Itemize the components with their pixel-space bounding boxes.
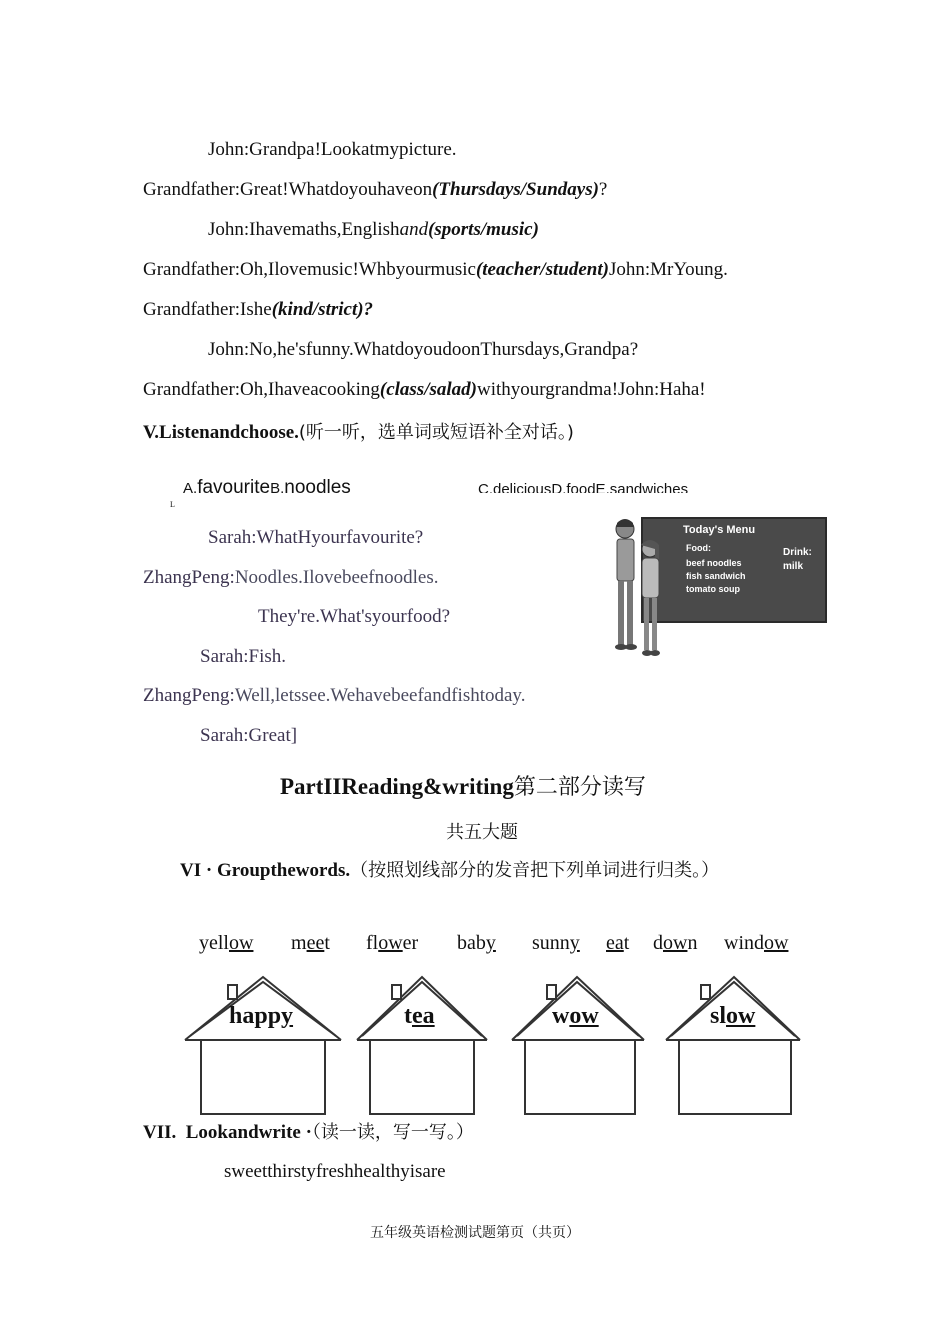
house-word-slow [710, 1004, 755, 1028]
dialogue1-line-5 [143, 298, 373, 322]
word-part: er [402, 932, 419, 954]
dialogue-text: withyourgrandma!John:Haha! [476, 379, 706, 400]
dialogue-text: John:Ihavemaths,English [208, 219, 400, 240]
word-baby [457, 932, 496, 955]
word-part: m [291, 932, 307, 954]
house-4 [666, 977, 800, 1114]
section5-options-left [183, 476, 351, 501]
section-title: VII. Lookandwrite · [143, 1122, 312, 1143]
word-underlined: y [485, 932, 496, 954]
speaker: ZhangPeng: [143, 685, 235, 706]
house-2 [357, 977, 487, 1114]
dialogue-text: John:No,he'sfunny.WhatdoyoudoonThursdays,Grandpa? [208, 339, 639, 360]
word-part: happ [229, 1003, 282, 1029]
menu-drink-label: Drink: [783, 547, 812, 558]
word-yellow [199, 932, 253, 955]
mark-text: L [170, 500, 175, 509]
menu-food-item: tomato soup [686, 584, 740, 594]
word-part: w [552, 1003, 570, 1029]
choice-options: (Thursdays/Sundays) [432, 179, 599, 200]
word-underlined: ee [306, 932, 325, 954]
part-title-bold: PartIIReading&writing [280, 774, 514, 799]
option-word: favourite [197, 477, 271, 498]
word-underlined: y [569, 932, 580, 954]
word-underlined: ow [726, 1003, 756, 1029]
choice-options: (teacher/student) [475, 259, 609, 280]
page-footer: 五年级英语检测试题第页（共页） [370, 1225, 580, 1241]
section-instruction: （读一读，写一写。） [311, 1122, 474, 1143]
speaker: ZhangPeng: [143, 567, 235, 588]
word-down [653, 932, 697, 955]
dialogue-text: John:MrYoung. [608, 259, 728, 280]
option-word: noodles [284, 477, 351, 498]
word-eat [606, 932, 629, 955]
part2-subtitle: 共五大题 [446, 822, 518, 843]
dialogue-text: Grandfather:Oh,Ilovemusic!Whbyourmusic [143, 259, 476, 280]
menu-food-label: Food: [686, 543, 711, 553]
word-underlined: ow [663, 932, 688, 954]
word-part: t [324, 932, 330, 954]
dialogue-text: Grandfather:Ishe [143, 299, 272, 320]
option-words-cropped: C.deliciousD.foodE.sandwiches [478, 481, 689, 493]
word-part: t [623, 932, 630, 954]
section-instruction: （按照划线部分的发音把下列单词进行归类。） [350, 860, 720, 881]
word-part: d [653, 932, 663, 954]
section5-options-right [478, 480, 688, 493]
word-part: sunn [532, 932, 570, 954]
word-window [724, 932, 788, 955]
dialogue-text: John:Grandpa!Lookatmypicture. [208, 139, 457, 160]
dialogue-text: Sarah:Great] [200, 725, 298, 746]
part2-title [280, 770, 646, 801]
house-word-happy [229, 1004, 293, 1028]
menu-illustration [603, 515, 827, 660]
dialogue-text: They're.What'syourfood? [258, 606, 451, 627]
word-part: t [404, 1003, 412, 1029]
word-underlined: ow [229, 932, 254, 954]
house-word-tea [404, 1004, 435, 1028]
choice-options: (class/salad) [379, 379, 477, 400]
dialogue-text: Grandfather:Great!Whatdoyouhaveon [143, 179, 433, 200]
word-underlined: ow [764, 932, 789, 954]
menu-drink-item: milk [783, 561, 804, 572]
option-letter: A. [183, 480, 198, 497]
stray-mark [170, 500, 175, 510]
word-underlined: y [281, 1003, 294, 1029]
dialogue1-line-1 [208, 138, 457, 162]
word-part: wind [724, 932, 764, 954]
section5-heading [143, 421, 574, 445]
section6-heading [180, 856, 780, 902]
house-3 [512, 977, 644, 1114]
dialogue2-line-5 [143, 684, 525, 708]
dialogue1-line-3 [208, 218, 539, 242]
word-underlined: ow [378, 932, 403, 954]
dialogue1-line-7 [143, 378, 706, 402]
section7-word-bank: sweetthirstyfreshhealthyisare [224, 1161, 446, 1182]
option-letter: B. [270, 480, 285, 497]
dialogue1-line-6 [208, 338, 638, 362]
children-figures [603, 515, 673, 660]
dialogue2-line-3 [258, 605, 450, 629]
dialogue1-line-2 [143, 178, 607, 202]
section-title: V.Listenandchoose. [143, 422, 299, 443]
dialogue2-line-2 [143, 566, 439, 590]
dialogue2-line-6 [200, 724, 297, 748]
choice-options: (sports/music) [428, 219, 539, 240]
dialogue-text: and [399, 219, 429, 240]
dialogue-text: ? [598, 179, 608, 200]
dialogue-text: Well,letssee.Wehavebeefandfishtoday. [234, 685, 526, 706]
word-underlined: ea [412, 1003, 435, 1029]
word-part: bab [457, 932, 486, 954]
dialogue-text: Grandfather:Oh,Ihaveacooking [143, 379, 380, 400]
dialogue2-line-4 [200, 645, 286, 669]
choice-options: (kind/strict)? [271, 299, 374, 320]
menu-title: Today's Menu [683, 524, 756, 536]
house-1 [185, 977, 341, 1114]
dialogue-text: Sarah:WhatHyourfavourite? [208, 527, 424, 548]
word-part: yell [199, 932, 229, 954]
word-flower [366, 932, 418, 955]
dialogue2-line-1 [208, 526, 423, 550]
part-title-cn: 第二部分读写 [513, 775, 646, 800]
word-underlined: ow [569, 1003, 599, 1029]
section7-heading [143, 1121, 474, 1145]
word-part: sl [710, 1003, 727, 1029]
word-part: n [687, 932, 698, 954]
dialogue-text: Noodles.Ilovebeefnoodles. [234, 567, 439, 588]
word-meet [291, 932, 330, 955]
word-underlined: ea [606, 932, 624, 954]
dialogue-text: Sarah:Fish. [200, 646, 287, 667]
section-instruction: (听一听，选单词或短语补全对话。) [298, 422, 574, 443]
menu-food-item: beef noodles [686, 558, 742, 568]
house-word-wow [552, 1004, 599, 1028]
section-title: VI · Groupthewords. [180, 860, 351, 881]
word-sunny [532, 932, 580, 955]
menu-food-item: fish sandwich [686, 571, 746, 581]
word-part: fl [366, 932, 379, 954]
dialogue1-line-4 [143, 258, 728, 282]
